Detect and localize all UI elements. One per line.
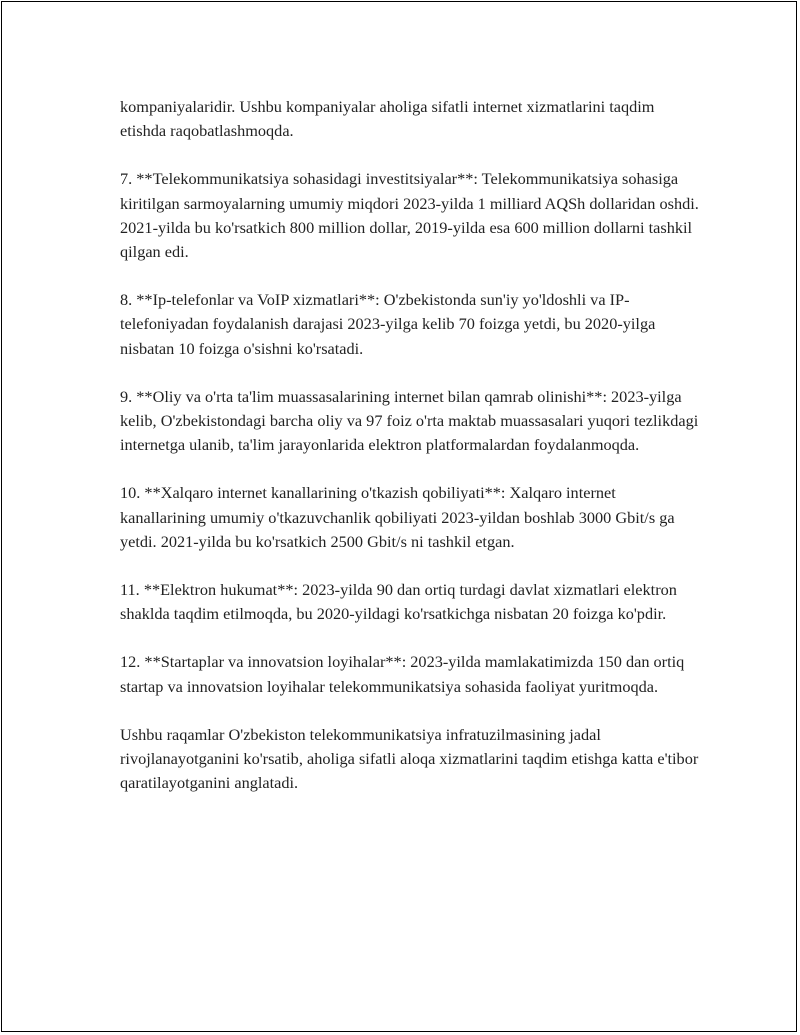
paragraph-item-11: 11. **Elektron hukumat**: 2023-yilda 90 dan ortiq turdagi davlat xizmatlari elektron shaklda taqdim etilmoqda, bu 2020-yildagi ko'rsatkichga nisbatan 20 foizga ko'pdir. xyxy=(120,580,677,624)
paragraph-item-7: 7. **Telekommunikatsiya sohasidagi investitsiyalar**: Telekommunikatsiya sohasiga kiritilgan sarmoyalarning umumiy miqdori 2023-yilda 1 milliard AQSh dollaridan oshdi. 2021-yilda bu ko'rsatkich 800 million dollar, 2019-yilda esa 600 million dollarni tashkil qilgan edi. xyxy=(120,169,699,262)
paragraph-item-10: 10. **Xalqaro internet kanallarining o'tkazish qobiliyati**: Xalqaro internet kanallarining umumiy o'tkazuvchanlik qobiliyati 2023-yildan boshlab 3000 Gbit/s ga yetdi. 2021-yilda bu ko'rsatkich 2500 Gbit/s ni tashkil etgan. xyxy=(120,483,675,551)
paragraph-item-9: 9. **Oliy va o'rta ta'lim muassasalarining internet bilan qamrab olinishi**: 2023-yilga kelib, O'zbekistondagi barcha oliy va 97 foiz o'rta maktab muassasalari yuqori tezlikdagi internetga ulanib, ta'lim jarayonlarida elektron platformalardan foydalanmoqda. xyxy=(120,386,699,455)
paragraph-conclusion: Ushbu raqamlar O'zbekiston telekommunikatsiya infratuzilmasining jadal rivojlanayotganini ko'rsatib, aholiga sifatli aloqa xizmatlarini taqdim etishga katta e'tibor qaratilayotganini anglatadi. xyxy=(120,724,699,793)
paragraph-item-12: 12. **Startaplar va innovatsion loyihalar**: 2023-yilda mamlakatimizda 150 dan ortiq startap va innovatsion loyihalar telekommunikatsiya sohasida faoliyat yuritmoqda. xyxy=(120,652,685,696)
document-page xyxy=(1,1,797,1032)
paragraph-item-8: 8. **Ip-telefonlar va VoIP xizmatlari**: O'zbekistonda sun'iy yo'ldoshli va IP-telefoniyadan foydalanish darajasi 2023-yilga kelib 70 foizga yetdi, bu 2020-yilga nisbatan 10 foizga o'sishni ko'rsatadi. xyxy=(120,290,656,358)
document-body xyxy=(120,95,700,819)
paragraph-continuation: kompaniyalaridir. Ushbu kompaniyalar aholiga sifatli internet xizmatlarini taqdim etishda raqobatlashmoqda. xyxy=(120,97,655,141)
